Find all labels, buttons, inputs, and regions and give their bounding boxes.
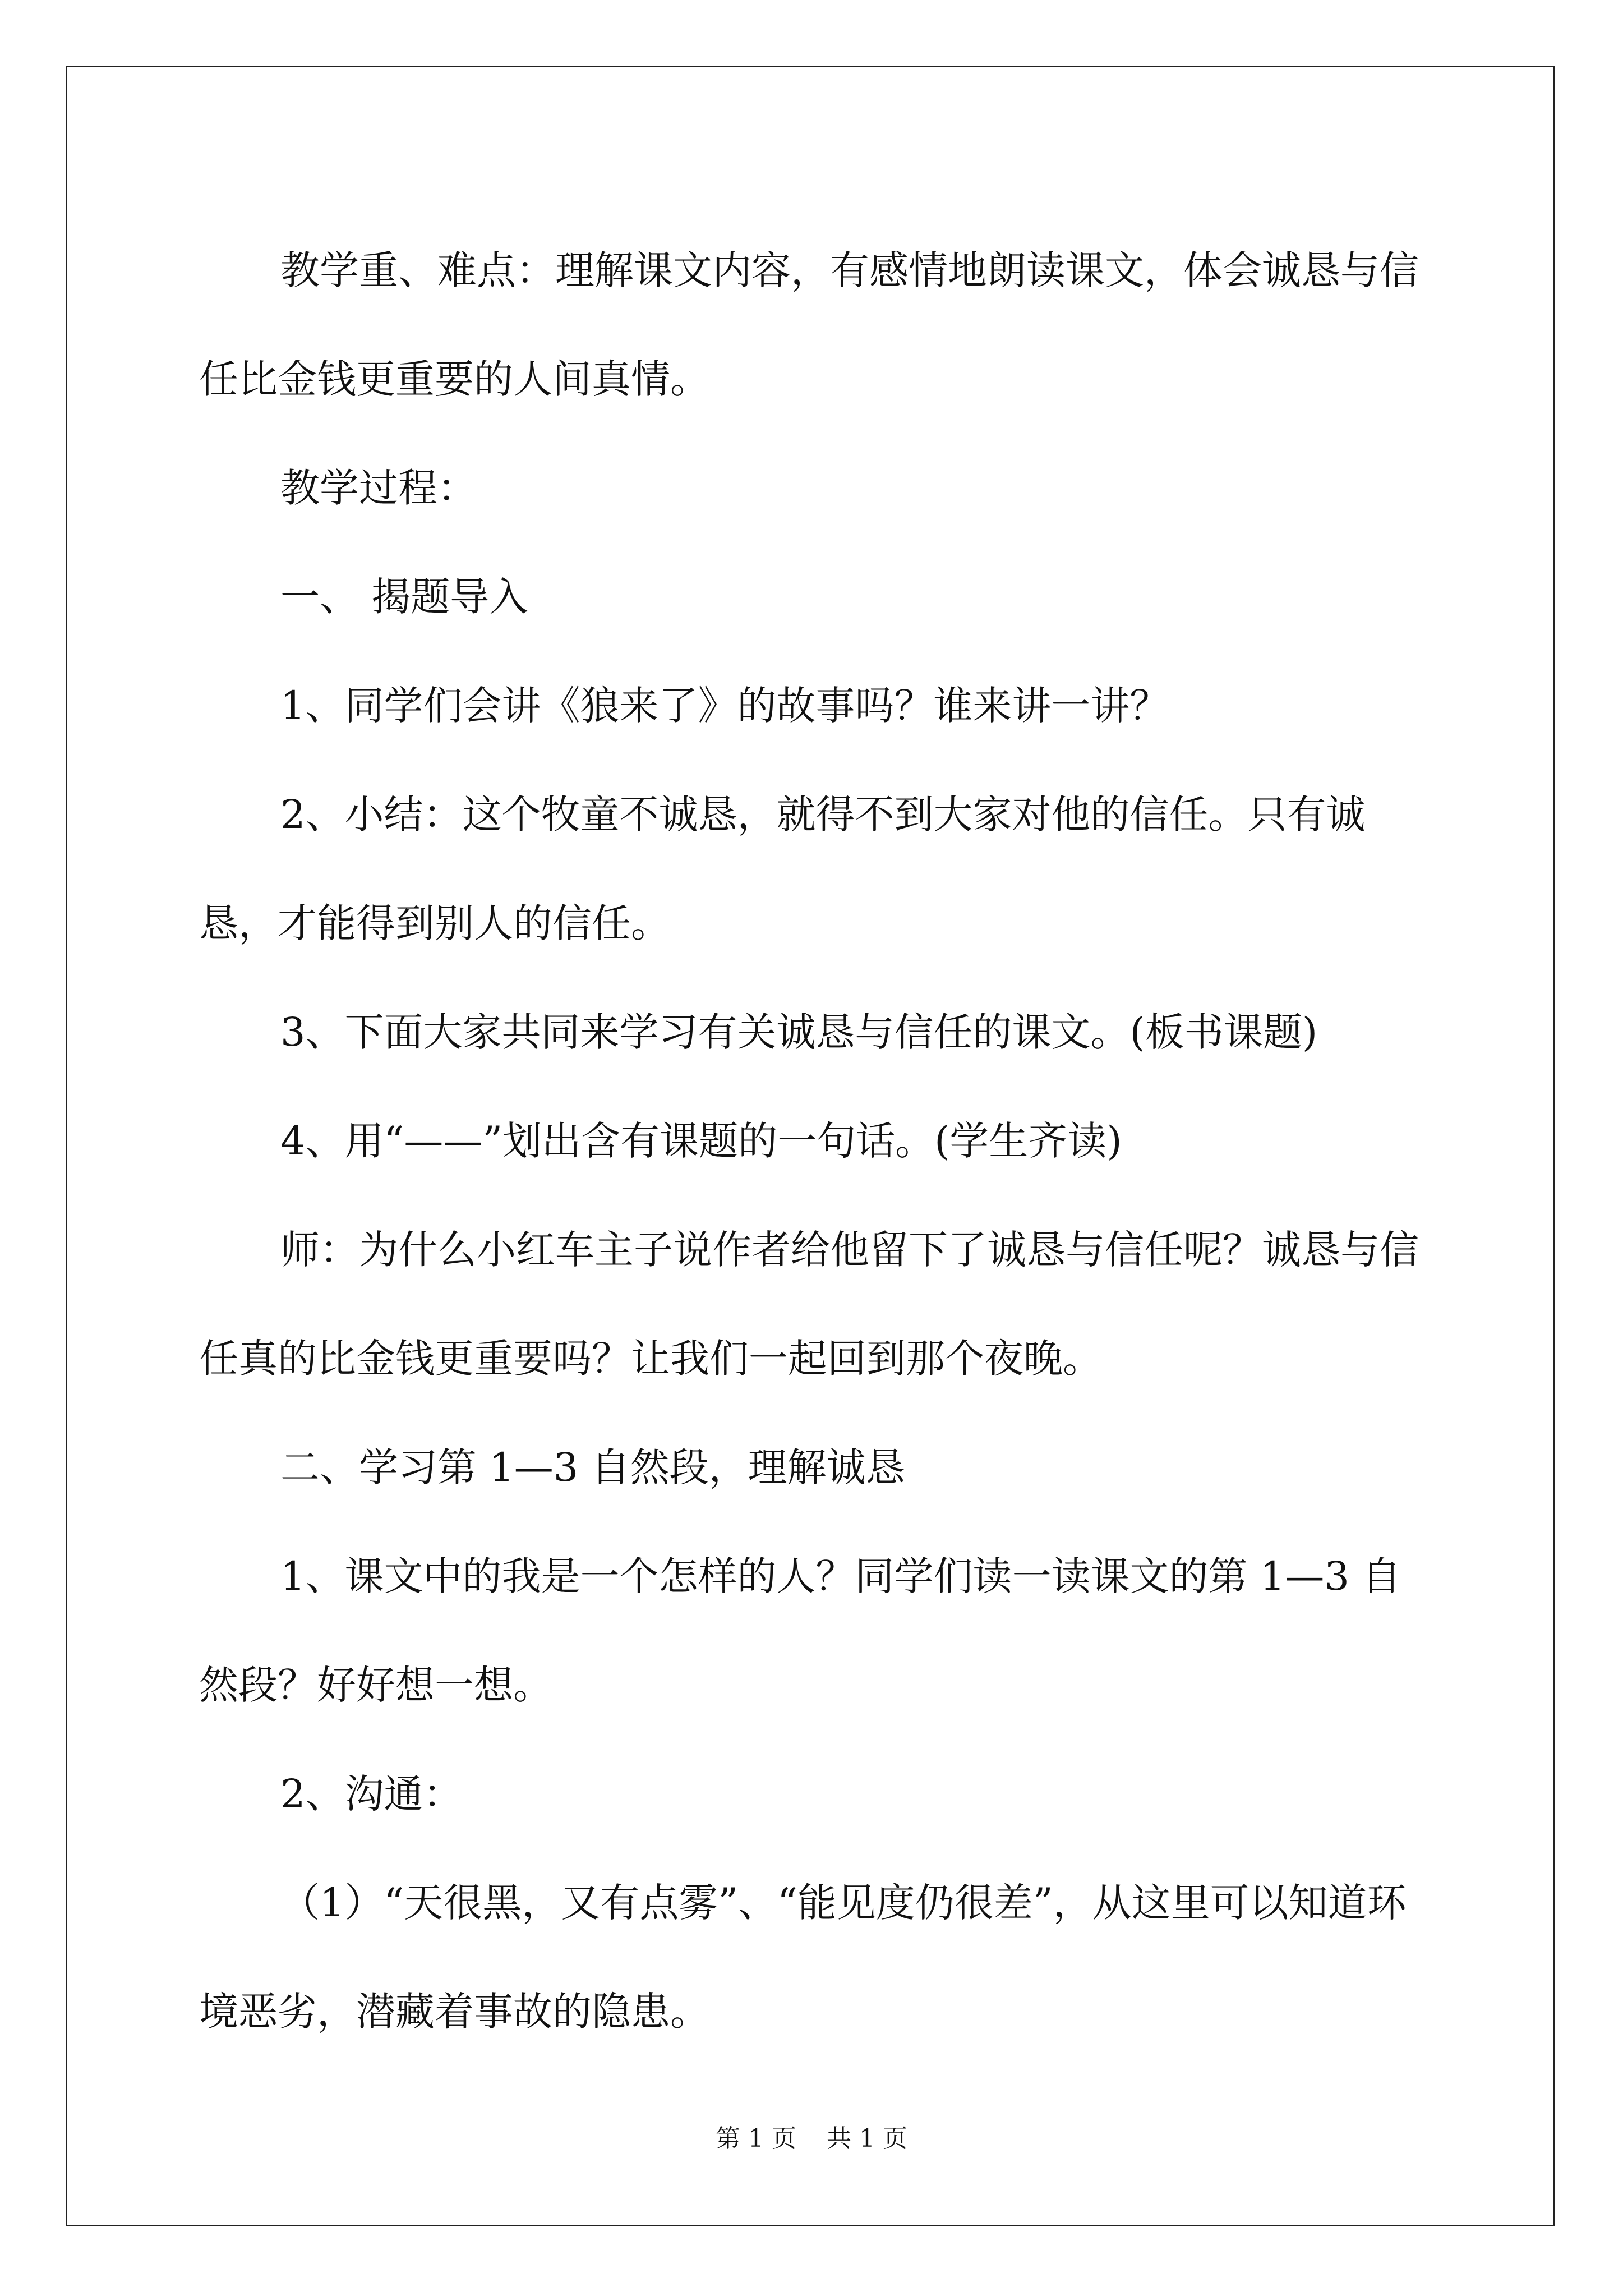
paragraph-process-heading: 教学过程： [280, 465, 477, 511]
document-body [199, 216, 1430, 2066]
page-number: 第 1 页 [716, 2124, 796, 2153]
paragraph-item: 2、沟通： [280, 1771, 463, 1817]
paragraph-item: 3、下面大家共同来学习有关诚恳与信任的课文。(板书课题) [280, 1009, 1318, 1055]
paragraph-item: 2、小结：这个牧童不诚恳，就得不到大家对他的信任。只有诚恳，才能得到别人的信任。 [199, 792, 1366, 946]
paragraph-item: （1）“天很黑，又有点雾”、“能见度仍很差”，从这里可以知道环境恶劣，潜藏着事故的隐患。 [199, 1880, 1407, 2035]
paragraph-teacher: 师：为什么小红车主子说作者给他留下了诚恳与信任呢？诚恳与信任真的比金钱更重要吗？让我们一起回到那个夜晚。 [199, 1227, 1419, 1382]
paragraph-item: 1、课文中的我是一个怎样的人？同学们读一读课文的第 1—3 自然段？好好想一想。 [199, 1553, 1401, 1708]
page-total: 共 1 页 [827, 2124, 907, 2153]
page-footer [0, 2118, 1623, 2154]
paragraph-item: 4、用“——”划出含有课题的一句话。(学生齐读) [280, 1118, 1122, 1164]
paragraph-key-points: 教学重、难点：理解课文内容，有感情地朗读课文，体会诚恳与信任比金钱更重要的人间真情。 [199, 247, 1419, 402]
paragraph-item: 1、同学们会讲《狼来了》的故事吗？谁来讲一讲？ [280, 683, 1169, 729]
section-heading-intro: 一、 揭题导入 [280, 574, 529, 620]
section-heading-study: 二、学习第 1—3 自然段，理解诚恳 [280, 1444, 905, 1490]
